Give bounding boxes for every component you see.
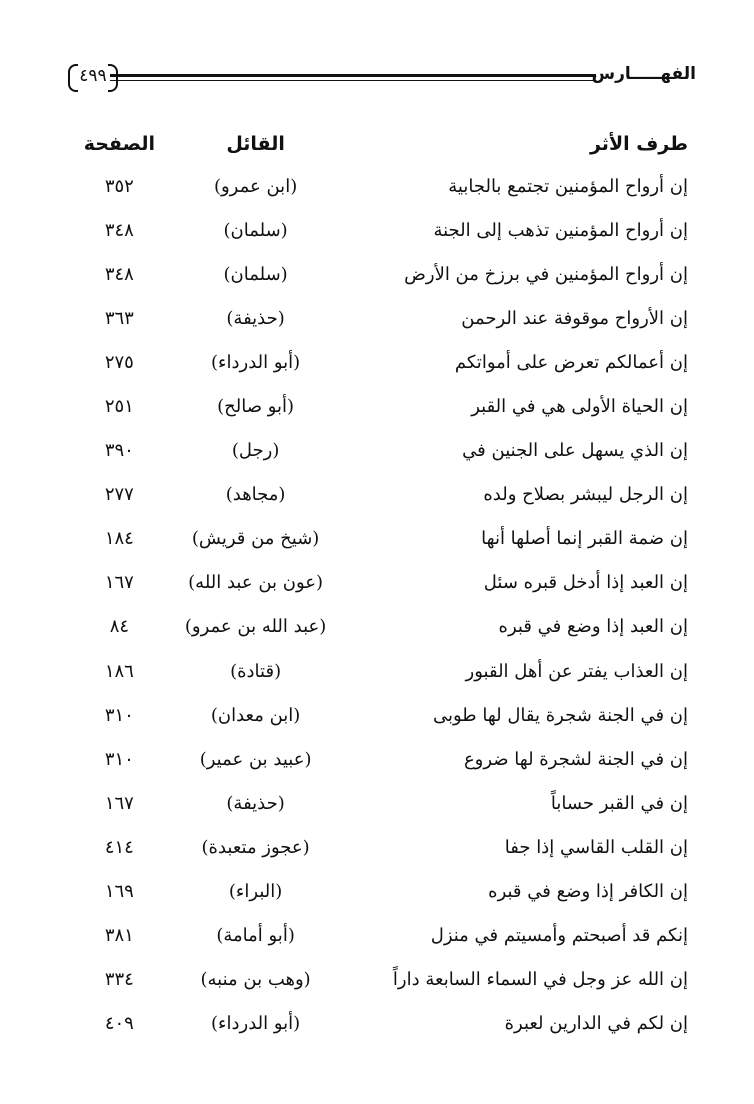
row-page: ٣٤٨ <box>104 263 134 285</box>
row-speaker: (عجوز متعبدة) <box>201 836 310 858</box>
table-header <box>70 124 696 164</box>
row-speaker: (أبو أمامة) <box>216 925 295 947</box>
row-page: ٣٩٠ <box>104 440 134 462</box>
row-page: ٢٥١ <box>104 396 134 418</box>
row-speaker: (أبو الدرداء) <box>211 351 301 373</box>
row-page: ١٦٧ <box>104 572 134 594</box>
row-speaker: (سلمان) <box>223 219 288 241</box>
row-page: ٣١٠ <box>104 748 134 770</box>
row-text: إن أرواح المؤمنين تجتمع بالجابية <box>448 175 688 197</box>
row-text: إن القلب القاسي إذا جفا <box>504 836 688 858</box>
table-row <box>70 693 696 737</box>
row-speaker: (حذيفة) <box>226 792 285 814</box>
table-row <box>70 870 696 914</box>
row-page: ٢٧٧ <box>104 484 134 506</box>
table-row <box>70 958 696 1002</box>
table-row <box>70 649 696 693</box>
row-speaker: (أبو صالح) <box>217 396 295 418</box>
table-row <box>70 473 696 517</box>
row-text: إن في الجنة شجرة يقال لها طوبى <box>433 704 688 726</box>
row-text: إن أرواح المؤمنين تذهب إلى الجنة <box>433 219 688 241</box>
row-speaker: (عبيد بن عمير) <box>199 748 312 770</box>
row-speaker: (عبد الله بن عمرو) <box>184 616 327 638</box>
row-page: ١٨٦ <box>104 660 134 682</box>
row-speaker: (أبو الدرداء) <box>211 1013 301 1035</box>
table-row <box>70 605 696 649</box>
row-speaker: (مجاهد) <box>225 484 286 506</box>
row-page: ١٨٤ <box>104 528 134 550</box>
row-text: إن لكم في الدارين لعبرة <box>504 1013 688 1035</box>
row-text: إن الذي يسهل على الجنين في <box>462 440 688 462</box>
row-page: ٣١٠ <box>104 704 134 726</box>
row-text: إن أعمالكم تعرض على أمواتكم <box>454 351 688 373</box>
table-row <box>70 825 696 869</box>
row-text: إن العبد إذا وضع في قبره <box>498 616 688 638</box>
row-text: إنكم قد أصبحتم وأمسيتم في منزل <box>430 925 688 947</box>
column-header-text: طرف الأثر <box>589 133 688 155</box>
row-page: ١٦٩ <box>104 881 134 903</box>
row-speaker: (وهب بن منبه) <box>200 969 311 991</box>
row-text: إن الرجل ليبشر بصلاح ولده <box>483 484 688 506</box>
row-page: ٢٧٥ <box>104 351 134 373</box>
row-text: إن الحياة الأولى هي في القبر <box>471 396 688 418</box>
column-header-page: الصفحة <box>83 133 155 155</box>
table-row <box>70 561 696 605</box>
header-rule <box>110 74 596 77</box>
table-row <box>70 384 696 428</box>
row-page: ٣٤٨ <box>104 219 134 241</box>
row-speaker: (حذيفة) <box>226 307 285 329</box>
table-row <box>70 517 696 561</box>
row-text: إن الكافر إذا وضع في قبره <box>488 881 688 903</box>
row-page: ٣٨١ <box>104 925 134 947</box>
row-text: إن في القبر حساباً <box>550 792 688 814</box>
column-header-speaker: القائل <box>226 133 285 155</box>
table-row <box>70 208 696 252</box>
row-text: إن الله عز وجل في السماء السابعة داراً <box>392 969 688 991</box>
table-row <box>70 1002 696 1046</box>
row-speaker: (ابن معدان) <box>210 704 301 726</box>
table-row <box>70 252 696 296</box>
row-text: إن في الجنة لشجرة لها ضروع <box>463 748 688 770</box>
table-row <box>70 737 696 781</box>
row-text: إن ضمة القبر إنما أصلها أنها <box>481 528 688 550</box>
row-speaker: (سلمان) <box>223 263 288 285</box>
row-page: ١٦٧ <box>104 792 134 814</box>
table-row <box>70 164 696 208</box>
table-row <box>70 781 696 825</box>
row-text: إن أرواح المؤمنين في برزخ من الأرض <box>404 263 688 285</box>
row-page: ٤١٤ <box>104 836 134 858</box>
row-page: ٨٤ <box>109 616 130 638</box>
row-page: ٣٥٢ <box>104 175 134 197</box>
table-row <box>70 296 696 340</box>
row-page: ٣٦٣ <box>104 307 134 329</box>
row-page: ٤٠٩ <box>104 1013 134 1035</box>
table-row <box>70 914 696 958</box>
row-speaker: (البراء) <box>228 881 283 903</box>
row-text: إن العذاب يفتر عن أهل القبور <box>465 660 688 682</box>
row-text: إن الأرواح موقوفة عند الرحمن <box>461 307 688 329</box>
row-speaker: (رجل) <box>231 440 280 462</box>
page-number: ٤٩٩ <box>74 62 112 90</box>
table-row <box>70 340 696 384</box>
row-speaker: (ابن عمرو) <box>213 175 298 197</box>
row-speaker: (شيخ من قريش) <box>191 528 320 550</box>
header-rule-thin <box>110 80 596 81</box>
row-page: ٣٣٤ <box>104 969 134 991</box>
row-speaker: (قتادة) <box>230 660 282 682</box>
row-speaker: (عون بن عبد الله) <box>188 572 324 594</box>
running-title: الفهـــــارس <box>591 64 696 84</box>
row-text: إن العبد إذا أدخل قبره سئل <box>483 572 688 594</box>
page-header <box>70 62 696 98</box>
athar-index-table <box>70 124 696 1046</box>
table-row <box>70 429 696 473</box>
